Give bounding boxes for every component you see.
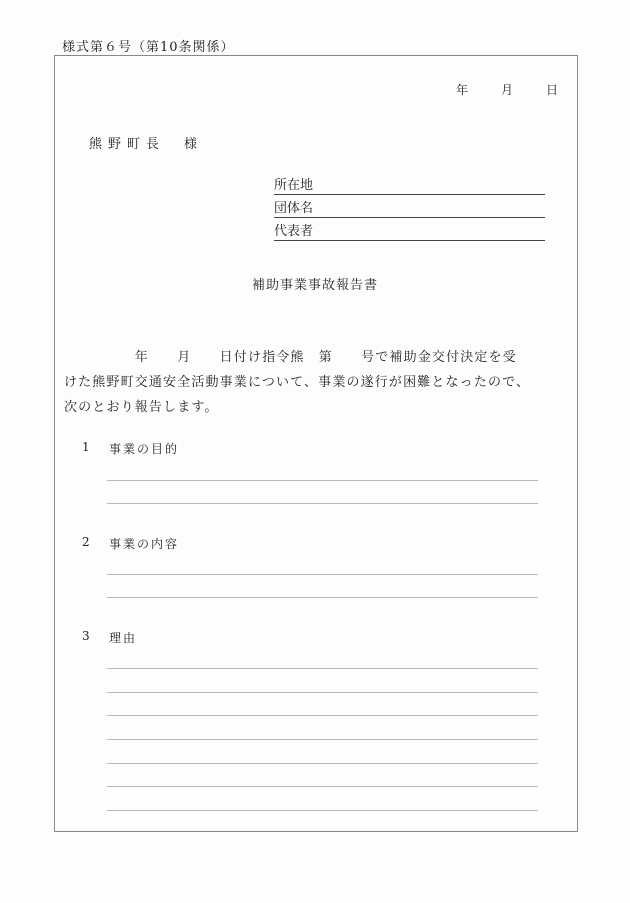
section-3-blank-line[interactable] [107, 668, 538, 669]
representative-field[interactable] [274, 222, 545, 241]
section-3-blank-line[interactable] [107, 715, 538, 716]
date-year-label: 年 [456, 83, 469, 97]
section-3-number: 3 [82, 629, 90, 643]
organization-name-field[interactable] [274, 199, 545, 218]
section-3-blank-line[interactable] [107, 739, 538, 740]
section-3-blank-line[interactable] [107, 810, 538, 811]
section-1-label: 事業の目的 [109, 442, 180, 456]
section-1-blank-line[interactable] [107, 480, 538, 481]
section-3-label: 理由 [109, 631, 138, 645]
address-label: 所在地 [274, 178, 314, 193]
section-2-number: 2 [82, 535, 90, 549]
document-title: 補助事業事故報告書 [251, 278, 378, 293]
section-2-label: 事業の内容 [109, 537, 180, 551]
body-text-line-2: けた熊野町交通安全活動事業について、事業の遂行が困難となったので、 [64, 375, 531, 390]
section-3-blank-line[interactable] [107, 786, 538, 787]
section-2-blank-line[interactable] [107, 574, 538, 575]
section-3-blank-line[interactable] [107, 692, 538, 693]
body-text-line-3: 次のとおり報告します。 [64, 400, 219, 415]
addressee: 熊野町長 様 [89, 137, 204, 152]
representative-label: 代表者 [274, 224, 314, 239]
section-1-blank-line[interactable] [107, 503, 538, 504]
date-day-label: 日 [546, 83, 559, 97]
section-1-number: 1 [82, 440, 90, 454]
body-text-line-1: 年 月 日付け指令熊 第 号で補助金交付決定を受 [64, 350, 517, 365]
organization-name-label: 団体名 [274, 201, 314, 216]
form-number: 様式第６号（第10条関係） [62, 40, 235, 55]
date-month-label: 月 [501, 83, 514, 97]
section-3-blank-line[interactable] [107, 763, 538, 764]
section-2-blank-line[interactable] [107, 597, 538, 598]
address-field[interactable] [274, 176, 545, 195]
